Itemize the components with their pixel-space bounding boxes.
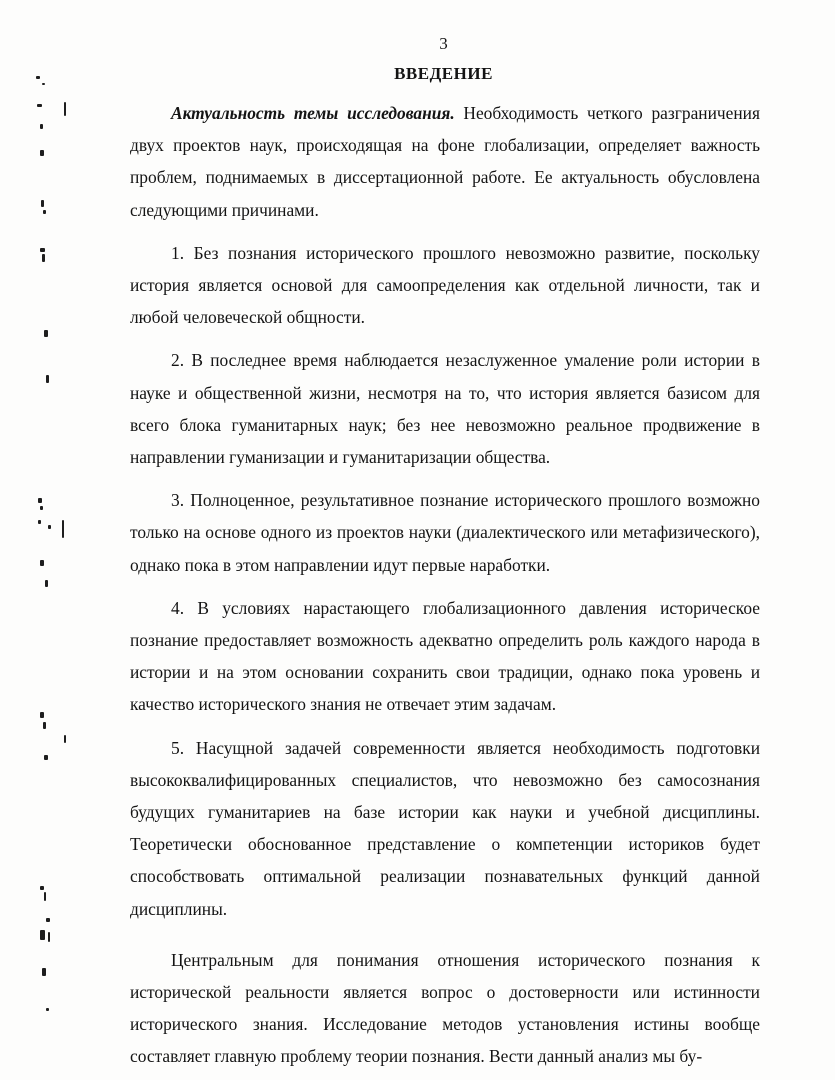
reason-paragraph-5: 5. Насущной задачей современности является необходимость подготовки высококвалифицированных специалистов, что невозможно без самосознания будущих гуманитариев на базе истории как науки и учебной дисциплины. Теоретически обоснованное представление о компетенции историков будет способствовать оптимальной реализации познавательных функций данной дисциплины.	[130, 737, 760, 919]
reason-paragraph-1: 1. Без познания исторического прошлого невозможно развитие, поскольку история является основой для самоопределения как отдельной личности, так и любой человеческой общности.	[130, 242, 760, 328]
intro-text: Необходимость четкого разграничения двух проектов наук, происходящая на фоне глобализации, определяет важность проблем, поднимаемых в диссертационной работе. Ее актуальность обусловлена следующими причинами.	[130, 103, 760, 220]
reason-paragraph-3: 3. Полноценное, результативное познание исторического прошлого возможно только на основе одного из проектов науки (диалектического или метафизического), однако пока в этом направлении идут первые наработки.	[130, 490, 760, 575]
intro-paragraph	[130, 97, 760, 226]
closing-paragraph: Центральным для понимания отношения исторического познания к исторической реальности является вопрос о достоверности или истинности исторического знания. Исследование методов установления истины вообще составляет главную проблему теории познания. Вести данный анализ мы бу-	[130, 949, 760, 1067]
section-heading: ВВЕДЕНИЕ	[394, 64, 493, 83]
page-number: 3	[439, 34, 448, 53]
body-text	[130, 97, 760, 1073]
reason-paragraph-2: 2. В последнее время наблюдается незаслуженное умаление роли истории в науке и общественной жизни, несмотря на то, что история является базисом для всего блока гуманитарных наук; без нее невозможно реальное продвижение в направлении гуманизации и гуманитаризации общества.	[130, 350, 760, 468]
reason-paragraph-4: 4. В условиях нарастающего глобализационного давления историческое познание предоставляет возможность адекватно определить роль каждого народа в истории и на этом основании сохранить свои традиции, однако пока уровень и качество исторического знания не отвечает этим задачам.	[130, 597, 760, 715]
scan-margin-artifacts	[0, 0, 120, 1080]
intro-lead: Актуальность темы исследования.	[171, 103, 455, 123]
